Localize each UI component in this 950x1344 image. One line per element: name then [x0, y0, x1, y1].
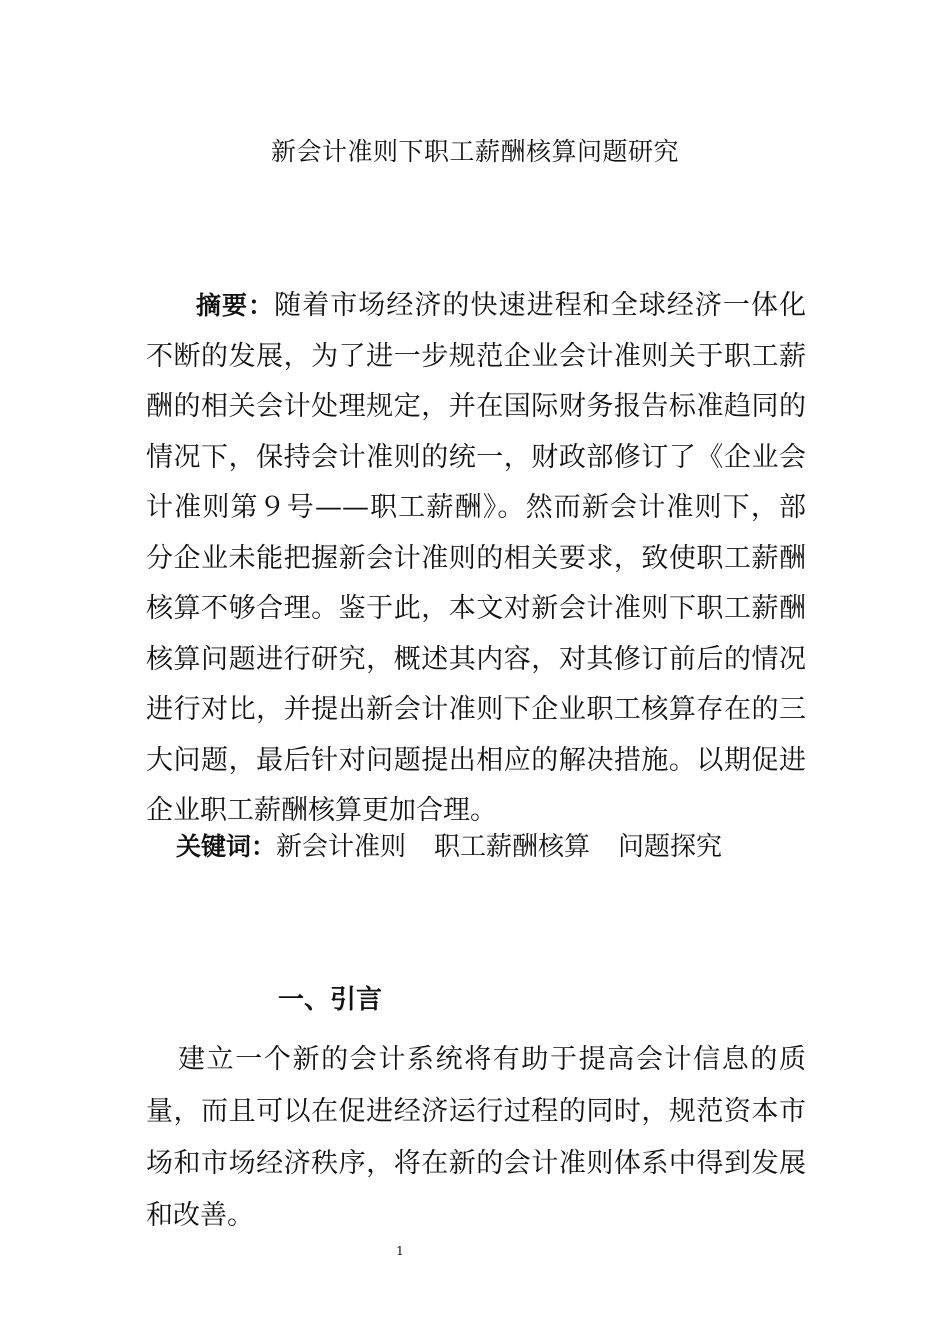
- keyword-item: 新会计准则: [276, 832, 407, 862]
- introduction-paragraph: 建立一个新的会计系统将有助于提高会计信息的质量，而且可以在促进经济运行过程的同时，规范资本市场和市场经济秩序，将在新的会计准则体系中得到发展和改善。: [146, 1044, 806, 1231]
- keywords-line: [176, 824, 816, 870]
- keywords-label: 关键词：: [176, 832, 277, 861]
- abstract-label: 摘要：: [196, 291, 275, 320]
- abstract-text: 随着市场经济的快速进程和全球经济一体化不断的发展，为了进一步规范企业会计准则关于职工薪酬的相关会计处理规定，并在国际财务报告标准趋同的情况下，保持会计准则的统一，财政部修订了《企业会计准则第９号——职工薪酬》。然而新会计准则下，部分企业未能把握新会计准则的相关要求，致使职工薪酬核算不够合理。鉴于此，本文对新会计准则下职工薪酬核算问题进行研究，概述其内容，对其修订前后的情况进行对比，并提出新会计准则下企业职工核算存在的三大问题，最后针对问题提出相应的解决措施。以期促进企业职工薪酬核算更加合理。: [146, 290, 806, 826]
- keyword-item: 职工薪酬核算: [434, 832, 591, 862]
- section-heading-introduction: 一、引言: [278, 985, 383, 1015]
- abstract-paragraph: [146, 281, 806, 837]
- document-title: 新会计准则下职工薪酬核算问题研究: [270, 137, 679, 166]
- page-number: 1: [396, 1244, 404, 1258]
- keyword-item: 问题探究: [618, 832, 723, 862]
